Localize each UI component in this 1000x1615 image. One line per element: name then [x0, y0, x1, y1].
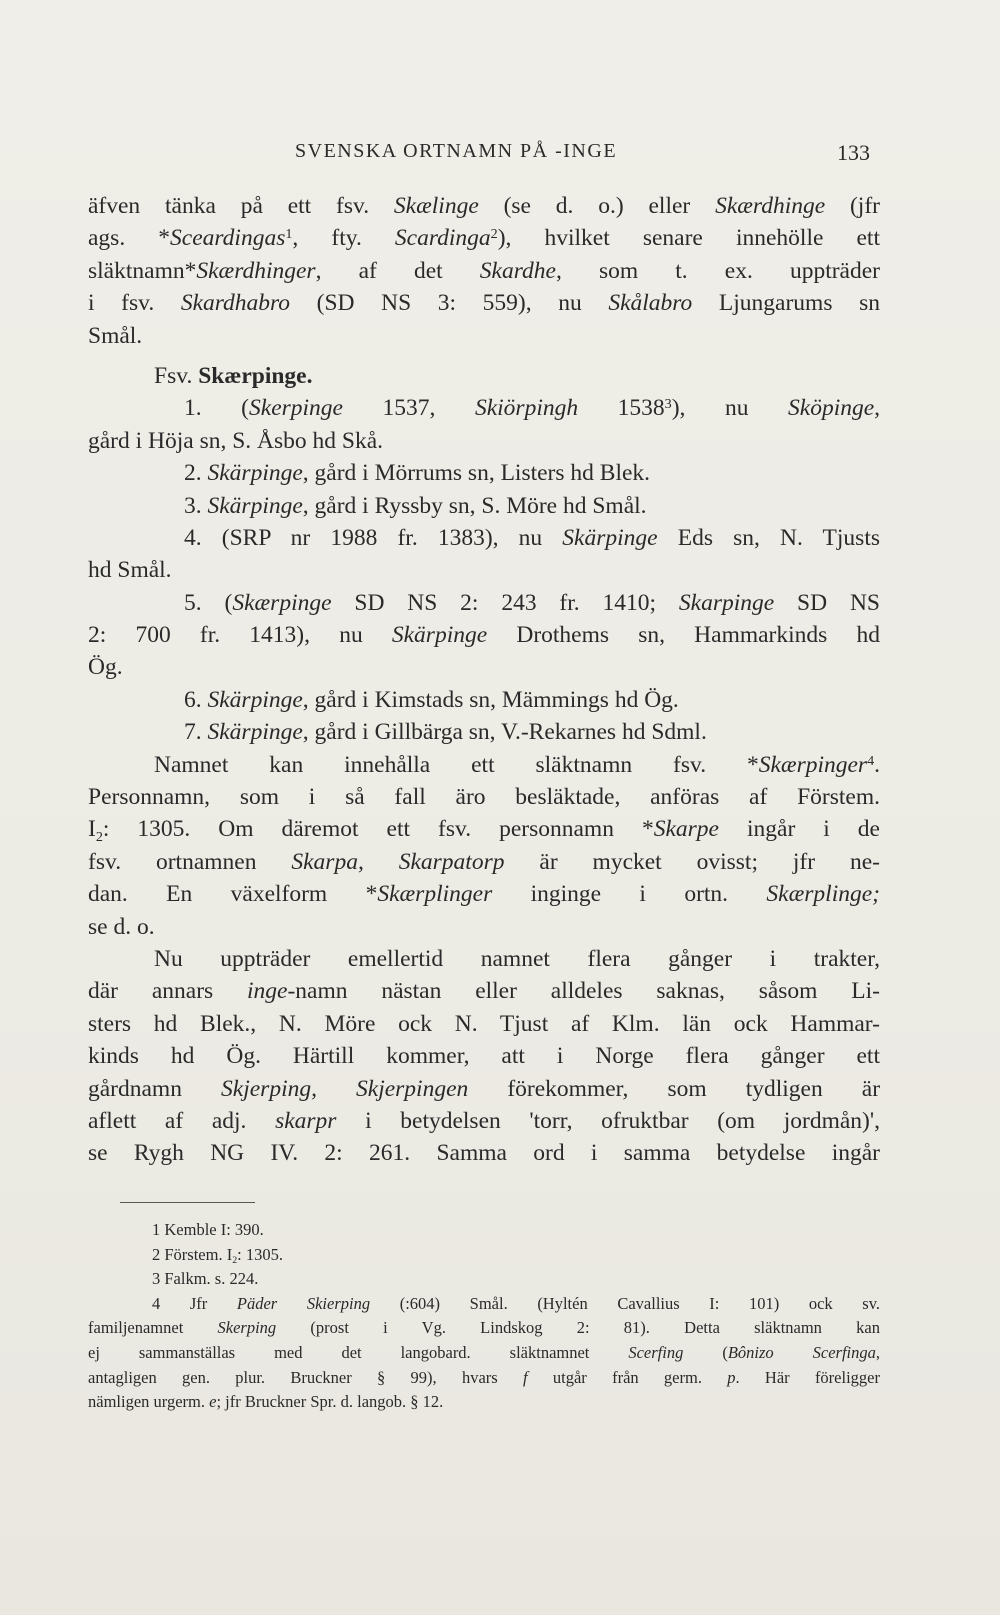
- text-line: Nu uppträder emellertid namnet flera gånger i trakter,: [154, 945, 880, 972]
- entry-line: 4. (SRP nr 1988 fr. 1383), nu Skärpinge Eds sn, N. Tjusts: [184, 524, 880, 551]
- text-line: där annars inge-namn nästan eller alldeles saknas, såsom Li-: [88, 978, 881, 1005]
- text-line: släktnamn*Skærdhinger, af det Skardhe, som t. ex. uppträder: [88, 257, 880, 284]
- page-number: 133: [837, 140, 870, 165]
- text-line: sters hd Blek., N. Möre ock N. Tjust af Klm. län ock Hammar-: [88, 1010, 880, 1037]
- text-line: Personnamn, som i så fall äro besläktade, anföras af Förstem.: [88, 784, 880, 811]
- entry-line: hd Smål.: [88, 557, 172, 584]
- footnote-line: familjenamnet Skerping (prost i Vg. Lindskog 2: 81). Detta släktnamn kan: [88, 1318, 880, 1338]
- footnote-ref: 4: [867, 752, 875, 769]
- footnote: 2 Förstem. $I_2$: 1305.: [152, 1244, 283, 1266]
- footnote-ref: 1: [285, 226, 293, 243]
- entry-line: 1. (Skerpinge 1537, Skiörpingh 1538$^3$), nu Sköpinge,: [184, 395, 881, 422]
- text-line: i fsv. Skardhabro (SD NS 3: 559), nu Skålabro Ljungarums sn: [88, 290, 880, 317]
- text-line: Namnet kan innehålla ett släktnamn fsv. *Skærpinger$^4$.: [154, 751, 880, 778]
- footnote-line: antagligen gen. plur. Bruckner § 99), hvars f utgår från germ. p. Här föreligger: [88, 1367, 880, 1387]
- entry-line: gård i Höja sn, S. Åsbo hd Skå.: [88, 427, 384, 454]
- text-line: ags. *Sceardingas$^1$, fty. Scardinga$^2$), hvilket senare innehölle ett: [88, 225, 880, 252]
- text-line: Smål.: [88, 322, 143, 349]
- footnote-line: nämligen urgerm. e; jfr Bruckner Spr. d. langob. § 12.: [88, 1392, 444, 1412]
- entry-line: Ög.: [88, 654, 123, 681]
- text-line: se d. o.: [88, 913, 155, 940]
- text-line: äfven tänka på ett fsv. Skælinge (se d. o.) eller Skærdhinge (jfr: [88, 193, 880, 219]
- text-line: $I_2$: 1305. Om däremot ett fsv. personnamn *Skarpe ingår i de: [88, 816, 880, 845]
- footnote: 3 Falkm. s. 224.: [152, 1269, 259, 1289]
- entry-line: 6. Skärpinge, gård i Kimstads sn, Mämmings hd Ög.: [184, 686, 679, 713]
- footnote: 4 Jfr Päder Skierping (:604) Smål. (Hyltén Cavallius I: 101) ock sv.: [152, 1293, 881, 1313]
- entry-line: 2. Skärpinge, gård i Mörrums sn, Listers hd Blek.: [184, 460, 651, 487]
- body-text: [88, 190, 880, 1170]
- text-line: kinds hd Ög. Härtill kommer, att i Norge flera gånger ett: [88, 1043, 880, 1070]
- page-header: [0, 140, 1000, 166]
- text-line: se Rygh NG IV. 2: 261. Samma ord i samma betydelse ingår: [88, 1140, 880, 1167]
- section-heading: Fsv. Skærpinge.: [154, 362, 313, 389]
- entry-line: 2: 700 fr. 1413), nu Skärpinge Drothems sn, Hammarkinds hd: [88, 622, 880, 649]
- text-line: aflett af adj. skarpr i betydelsen 'torr, ofruktbar (om jordmån)',: [88, 1107, 880, 1134]
- footnote: 1 Kemble I: 390.: [152, 1220, 264, 1239]
- footnote-ref: 3: [664, 396, 672, 413]
- text-line: gårdnamn Skjerping, Skjerpingen förekommer, som tydligen är: [88, 1075, 881, 1102]
- footnote-divider: [120, 1202, 255, 1203]
- footnote-ref: 2: [490, 226, 498, 243]
- entry-line: 3. Skärpinge, gård i Ryssby sn, S. Möre hd Smål.: [184, 492, 647, 519]
- running-title: SVENSKA ORTNAMN PÅ -INGE: [295, 140, 618, 162]
- entry-line: 7. Skärpinge, gård i Gillbärga sn, V.-Rekarnes hd Sdml.: [184, 719, 707, 746]
- footnotes: [88, 1218, 880, 1415]
- footnote-line: ej sammanställas med det langobard. släktnamnet Scerfing (Bônizo Scerfinga,: [88, 1342, 880, 1362]
- entry-line: 5. (Skærpinge SD NS 2: 243 fr. 1410; Skarpinge SD NS: [184, 589, 880, 616]
- text-line: fsv. ortnamnen Skarpa, Skarpatorp är mycket ovisst; jfr ne-: [88, 848, 880, 875]
- text-line: dan. En växelform *Skærplinger inginge i ortn. Skærplinge;: [88, 881, 880, 908]
